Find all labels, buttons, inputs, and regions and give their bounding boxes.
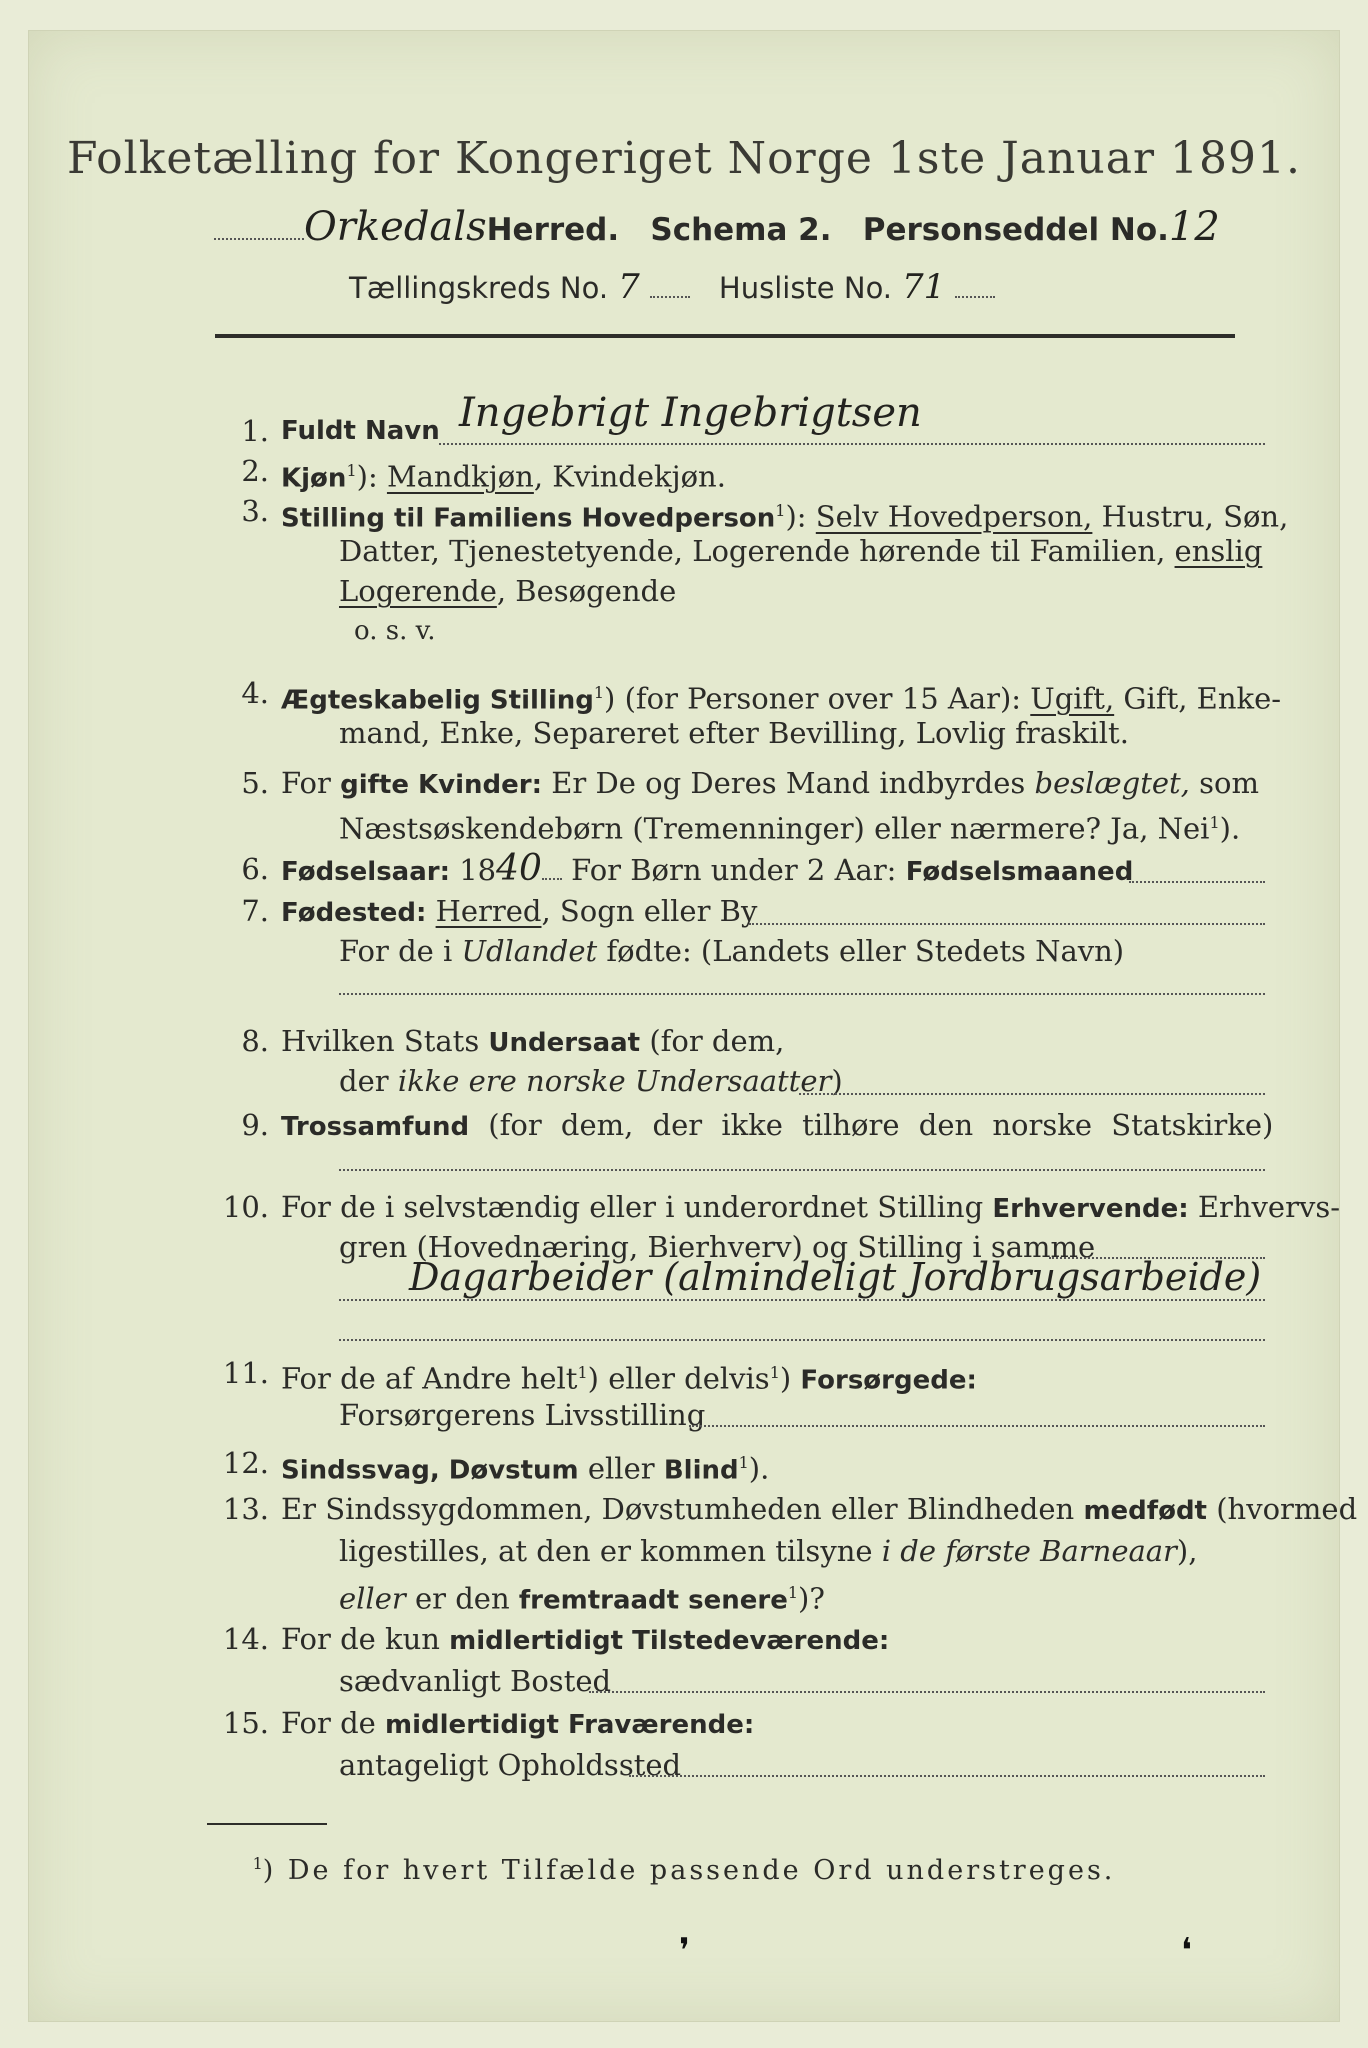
fuldt-navn-label: Fuldt Navn bbox=[281, 416, 440, 446]
schema-label: Schema 2. bbox=[650, 212, 832, 248]
header-rule bbox=[215, 334, 1235, 338]
personseddel-label: Personseddel No. bbox=[862, 212, 1169, 248]
ink-mark: ❛ bbox=[1181, 1931, 1192, 1971]
kreds-label: Tællingskreds No. bbox=[349, 271, 609, 305]
kreds-value: 7 bbox=[618, 267, 640, 307]
personseddel-value: 12 bbox=[1168, 204, 1220, 250]
form-title: Folketælling for Kongeriget Norge 1ste Januar 1891. bbox=[67, 133, 1301, 184]
ink-mark: ❜ bbox=[679, 1931, 690, 1971]
footnote-rule bbox=[207, 1823, 327, 1825]
husliste-value: 71 bbox=[902, 267, 946, 307]
husliste-label: Husliste No. bbox=[718, 271, 893, 305]
footnote: $^1$) De for hvert Tilfælde passende Ord understreges. bbox=[252, 1854, 1116, 1886]
fuldt-navn-value: Ingebrigt Ingebrigtsen bbox=[459, 390, 922, 436]
herred-label: Herred. bbox=[486, 212, 620, 248]
herred-value: Orkedals bbox=[304, 204, 487, 250]
herred-line bbox=[214, 204, 1220, 250]
kreds-line bbox=[349, 267, 995, 308]
fodselsaar-value: 40 bbox=[496, 848, 542, 889]
mandkjon-option: Mandkjøn bbox=[386, 459, 534, 494]
erhverv-value: Dagarbeider (almindeligt Jordbrugsarbeide) bbox=[409, 1255, 1262, 1299]
census-form: Folketælling for Kongeriget Norge 1ste Januar 1891. OrkedalsHerred. Schema 2. Personseddel No.12 Tællingskreds No. 7 Husliste No. 71 1. Fuldt Navn Ingebrigt Ingebrigtsen 2. Kjøn$^1$): Mandkjøn, Kvindekjøn. 3. Stilling til Familiens Hovedperson$^1$): Selv Hovedperson, Hustru, Søn, Datter, Tjenestetyende, Logerende hørende til Familien, enslig Logerende, Besøgende o. s. v. 4. Ægteskabelig Stilling$^1$) (for Personer over 15 Aar): Ugift, Gift, Enke- mand, Enke, Separeret efter Bevilling, Lovlig fraskilt. 5. For gifte Kvinder: Er De og Deres Mand indbyrdes beslægtet, som Næstsøskendebørn (Tremenninger) eller nærmere? Ja, Nei$^1$). 6. Fødselsaar: 1840 For Børn under 2 Aar: Fødselsmaaned 7. Fødested: Herred, Sogn eller By For de i Udlandet fødte: (Landets eller Stedets Navn) 8. Hvilken Stats Undersaat (for dem, der ikke ere norske Undersaatter) 9. Trossamfund (for dem, der ikke tilhøre den norske Statskirke) 10. For de i selvstændig eller i underordnet Stilling Erhvervende: Erhvervs- gren (Hovednæring, Bierhverv) og Stilling i samme Dagarbeider (almindeligt Jordbrugsarbeide) 11. For de af Andre helt$^1$) eller delvis$^1$) Forsørgede: Forsørgerens Livsstilling 12. Sindssvag, Døvstum eller Blind$^1$). 13. Er Sindssygdommen, Døvstumheden eller Blindheden medfødt (hvormed ligestilles, at den er kommen tilsyne i de første Barneaar), eller er den fremtraadt senere$^1$)? 14. For de kun midlertidigt Tilstedeværende: sædvanligt Bosted 15. For de midlertidigt Fraværende: antageligt Opholdssted $^1$) De for hvert Tilfælde passende Ord understreges. ❜ ❛ bbox=[28, 30, 1340, 2022]
